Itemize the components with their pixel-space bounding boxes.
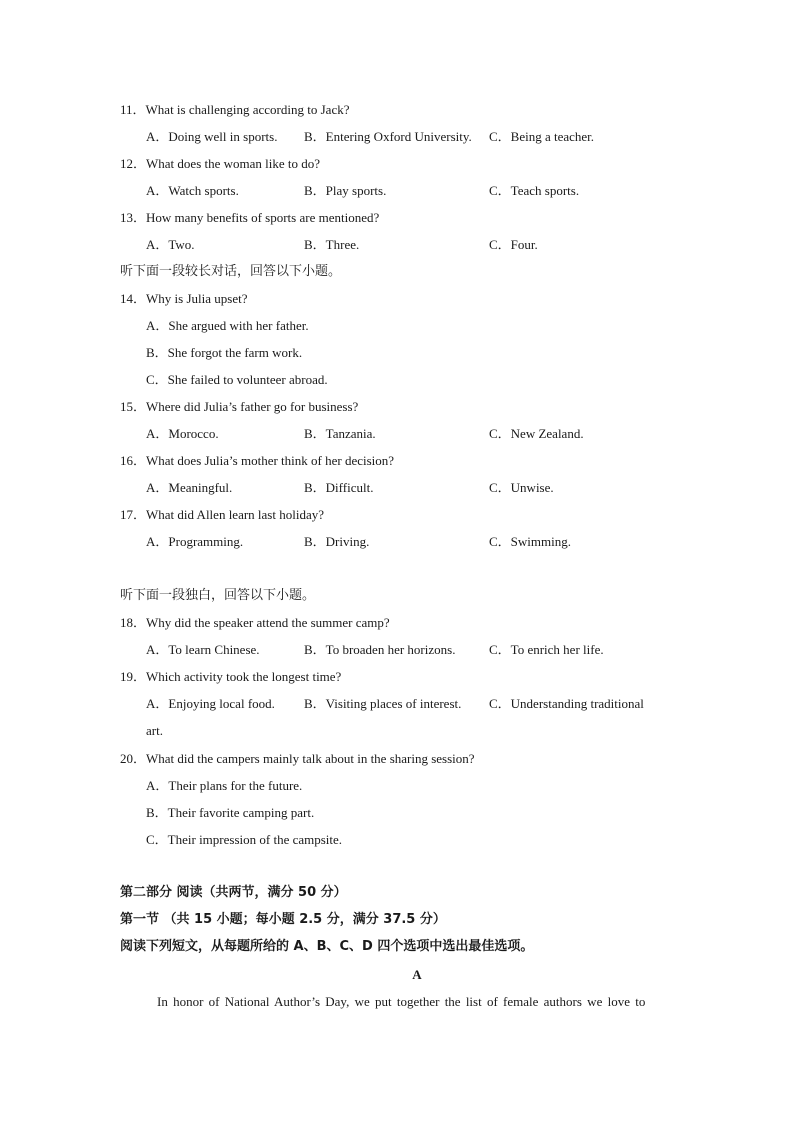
question-11: 11．What is challenging according to Jack? <box>120 102 350 117</box>
question-15: 15．Where did Julia’s father go for business? <box>120 399 359 414</box>
option-c: C．Their impression of the campsite. <box>146 832 343 847</box>
option-b: B．To broaden her horizons. <box>304 642 456 657</box>
question-13: 13．How many benefits of sports are mentioned? <box>120 210 380 225</box>
option-c: C．To enrich her life. <box>489 642 604 657</box>
question-20: 20．What did the campers mainly talk about in the sharing session? <box>120 751 475 766</box>
reading-directions: 阅读下列短文，从每题所给的 A、B、C、D 四个选项中选出最佳选项。 <box>120 939 534 954</box>
option-a: A．Morocco. <box>146 426 219 441</box>
option-a: A．Watch sports. <box>146 183 239 198</box>
option-b: B．She forgot the farm work. <box>146 345 303 360</box>
option-c: C．Unwise. <box>489 480 554 495</box>
question-14: 14．Why is Julia upset? <box>120 291 248 306</box>
option-b: B．Entering Oxford University. <box>304 129 472 144</box>
option-a: A．Doing well in sports. <box>146 129 278 144</box>
option-b: B．Three. <box>304 237 360 252</box>
option-b: B．Visiting places of interest. <box>304 696 462 711</box>
option-c: C．Four. <box>489 237 538 252</box>
part-title: 第二部分 阅读（共两节，满分 50 分） <box>120 885 347 900</box>
option-a: A．Their plans for the future. <box>146 778 303 793</box>
question-18: 18．Why did the speaker attend the summer camp? <box>120 615 390 630</box>
option-a: A．Programming. <box>146 534 244 549</box>
option-a: A．To learn Chinese. <box>146 642 260 657</box>
question-16: 16．What does Julia’s mother think of her decision? <box>120 453 395 468</box>
option-a: A．She argued with her father. <box>146 318 309 333</box>
option-a: A．Two. <box>146 237 195 252</box>
monologue-instruction: 听下面一段独白，回答以下小题。 <box>120 588 316 603</box>
option-c: C．Swimming. <box>489 534 571 549</box>
section-subtitle: 第一节 （共 15 小题；每小题 2.5 分，满分 37.5 分） <box>120 912 446 927</box>
option-c: C．She failed to volunteer abroad. <box>146 372 328 387</box>
option-b: B．Their favorite camping part. <box>146 805 315 820</box>
option-b: B．Play sports. <box>304 183 387 198</box>
question-17: 17．What did Allen learn last holiday? <box>120 507 324 522</box>
option-b: B．Difficult. <box>304 480 374 495</box>
question-12: 12．What does the woman like to do? <box>120 156 321 171</box>
option-a: A．Meaningful. <box>146 480 233 495</box>
option-c: C．Understanding traditional <box>489 696 644 711</box>
option-c: C．Being a teacher. <box>489 129 595 144</box>
passage-text: In honor of National Author’s Day, we put together the list of female authors we love to <box>157 994 646 1009</box>
option-a: A．Enjoying local food. <box>146 696 275 711</box>
option-c: C．Teach sports. <box>489 183 580 198</box>
long-dialogue-instruction: 听下面一段较长对话，回答以下小题。 <box>120 264 342 279</box>
question-19: 19．Which activity took the longest time? <box>120 669 342 684</box>
option-c-continued: art. <box>146 723 163 738</box>
option-b: B．Driving. <box>304 534 370 549</box>
option-b: B．Tanzania. <box>304 426 376 441</box>
option-c: C．New Zealand. <box>489 426 584 441</box>
passage-label: A <box>412 967 422 982</box>
